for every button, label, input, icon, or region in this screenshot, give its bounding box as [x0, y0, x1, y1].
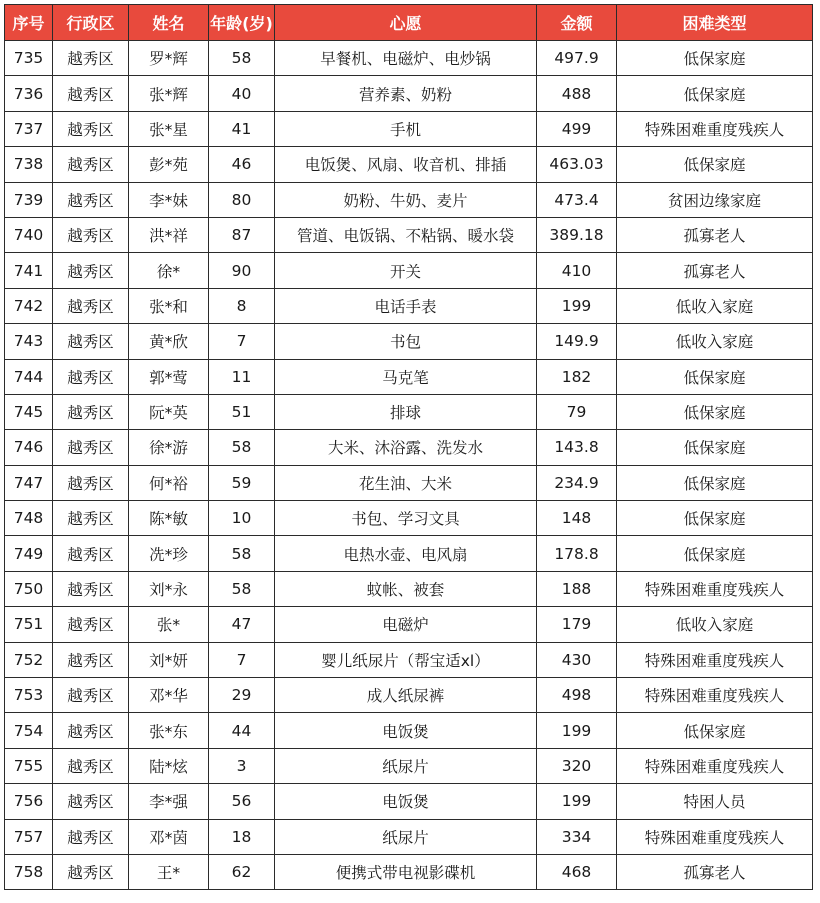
name-cell: 李*妹 — [129, 182, 209, 217]
hardship-type-cell: 低保家庭 — [617, 76, 813, 111]
table-row — [5, 748, 813, 783]
table-row — [5, 501, 813, 536]
age-cell: 90 — [209, 253, 275, 288]
age-cell: 3 — [209, 748, 275, 783]
amount-cell: 179 — [537, 607, 617, 642]
header-cell: 年龄(岁) — [209, 5, 275, 41]
name-cell: 陈*敏 — [129, 501, 209, 536]
amount-cell: 234.9 — [537, 465, 617, 500]
wish-cell: 婴儿纸尿片（帮宝适xl） — [275, 642, 537, 677]
table-row — [5, 359, 813, 394]
wish-cell: 奶粉、牛奶、麦片 — [275, 182, 537, 217]
wish-cell: 电饭煲 — [275, 784, 537, 819]
row-number-cell: 758 — [5, 854, 53, 889]
district-cell: 越秀区 — [53, 111, 129, 146]
age-cell: 58 — [209, 430, 275, 465]
hardship-type-cell: 低保家庭 — [617, 536, 813, 571]
row-number-cell: 757 — [5, 819, 53, 854]
age-cell: 11 — [209, 359, 275, 394]
name-cell: 何*裕 — [129, 465, 209, 500]
wish-cell: 营养素、奶粉 — [275, 76, 537, 111]
wish-cell: 花生油、大米 — [275, 465, 537, 500]
amount-cell: 473.4 — [537, 182, 617, 217]
table-row — [5, 182, 813, 217]
wish-cell: 开关 — [275, 253, 537, 288]
amount-cell: 79 — [537, 394, 617, 429]
wish-cell: 管道、电饭锅、不粘锅、暖水袋 — [275, 217, 537, 252]
age-cell: 58 — [209, 571, 275, 606]
header-cell: 困难类型 — [617, 5, 813, 41]
name-cell: 王* — [129, 854, 209, 889]
age-cell: 58 — [209, 536, 275, 571]
district-cell: 越秀区 — [53, 819, 129, 854]
row-number-cell: 737 — [5, 111, 53, 146]
table-row — [5, 607, 813, 642]
header-cell: 金额 — [537, 5, 617, 41]
table-row — [5, 288, 813, 323]
amount-cell: 199 — [537, 713, 617, 748]
name-cell: 张*和 — [129, 288, 209, 323]
name-cell: 刘*永 — [129, 571, 209, 606]
wish-cell: 成人纸尿裤 — [275, 678, 537, 713]
hardship-type-cell: 低收入家庭 — [617, 324, 813, 359]
name-cell: 阮*英 — [129, 394, 209, 429]
header-cell: 心愿 — [275, 5, 537, 41]
age-cell: 51 — [209, 394, 275, 429]
age-cell: 18 — [209, 819, 275, 854]
wish-cell: 便携式带电视影碟机 — [275, 854, 537, 889]
amount-cell: 334 — [537, 819, 617, 854]
district-cell: 越秀区 — [53, 501, 129, 536]
name-cell: 洪*祥 — [129, 217, 209, 252]
table-row — [5, 324, 813, 359]
age-cell: 47 — [209, 607, 275, 642]
hardship-type-cell: 特殊困难重度残疾人 — [617, 642, 813, 677]
age-cell: 56 — [209, 784, 275, 819]
amount-cell: 430 — [537, 642, 617, 677]
amount-cell: 148 — [537, 501, 617, 536]
district-cell: 越秀区 — [53, 713, 129, 748]
hardship-type-cell: 低保家庭 — [617, 430, 813, 465]
row-number-cell: 738 — [5, 147, 53, 182]
row-number-cell: 755 — [5, 748, 53, 783]
table-row — [5, 41, 813, 76]
district-cell: 越秀区 — [53, 607, 129, 642]
table-row — [5, 642, 813, 677]
amount-cell: 488 — [537, 76, 617, 111]
amount-cell: 149.9 — [537, 324, 617, 359]
table-row — [5, 430, 813, 465]
table-row — [5, 784, 813, 819]
amount-cell: 182 — [537, 359, 617, 394]
row-number-cell: 748 — [5, 501, 53, 536]
district-cell: 越秀区 — [53, 182, 129, 217]
district-cell: 越秀区 — [53, 359, 129, 394]
table-body — [5, 41, 813, 890]
header-cell: 姓名 — [129, 5, 209, 41]
wish-table — [4, 4, 813, 890]
name-cell: 徐* — [129, 253, 209, 288]
name-cell: 张*东 — [129, 713, 209, 748]
hardship-type-cell: 低保家庭 — [617, 41, 813, 76]
hardship-type-cell: 贫困边缘家庭 — [617, 182, 813, 217]
table-row — [5, 536, 813, 571]
age-cell: 7 — [209, 324, 275, 359]
district-cell: 越秀区 — [53, 678, 129, 713]
hardship-type-cell: 特殊困难重度残疾人 — [617, 571, 813, 606]
name-cell: 郭*莺 — [129, 359, 209, 394]
row-number-cell: 747 — [5, 465, 53, 500]
table-row — [5, 253, 813, 288]
wish-cell: 书包、学习文具 — [275, 501, 537, 536]
wish-cell: 电磁炉 — [275, 607, 537, 642]
district-cell: 越秀区 — [53, 571, 129, 606]
amount-cell: 188 — [537, 571, 617, 606]
amount-cell: 389.18 — [537, 217, 617, 252]
name-cell: 陆*炫 — [129, 748, 209, 783]
hardship-type-cell: 特殊困难重度残疾人 — [617, 819, 813, 854]
name-cell: 张*星 — [129, 111, 209, 146]
row-number-cell: 735 — [5, 41, 53, 76]
row-number-cell: 753 — [5, 678, 53, 713]
table-row — [5, 394, 813, 429]
age-cell: 44 — [209, 713, 275, 748]
row-number-cell: 741 — [5, 253, 53, 288]
name-cell: 黄*欣 — [129, 324, 209, 359]
wish-cell: 手机 — [275, 111, 537, 146]
district-cell: 越秀区 — [53, 642, 129, 677]
district-cell: 越秀区 — [53, 217, 129, 252]
hardship-type-cell: 特困人员 — [617, 784, 813, 819]
wish-cell: 电饭煲 — [275, 713, 537, 748]
header-cell: 序号 — [5, 5, 53, 41]
table-row — [5, 147, 813, 182]
row-number-cell: 754 — [5, 713, 53, 748]
row-number-cell: 745 — [5, 394, 53, 429]
amount-cell: 499 — [537, 111, 617, 146]
amount-cell: 320 — [537, 748, 617, 783]
row-number-cell: 756 — [5, 784, 53, 819]
table-row — [5, 76, 813, 111]
name-cell: 冼*珍 — [129, 536, 209, 571]
table-row — [5, 819, 813, 854]
district-cell: 越秀区 — [53, 784, 129, 819]
wish-cell: 大米、沐浴露、洗发水 — [275, 430, 537, 465]
hardship-type-cell: 低保家庭 — [617, 394, 813, 429]
amount-cell: 498 — [537, 678, 617, 713]
name-cell: 彭*苑 — [129, 147, 209, 182]
district-cell: 越秀区 — [53, 76, 129, 111]
amount-cell: 178.8 — [537, 536, 617, 571]
district-cell: 越秀区 — [53, 394, 129, 429]
hardship-type-cell: 特殊困难重度残疾人 — [617, 678, 813, 713]
row-number-cell: 744 — [5, 359, 53, 394]
wish-cell: 排球 — [275, 394, 537, 429]
name-cell: 邓*华 — [129, 678, 209, 713]
row-number-cell: 739 — [5, 182, 53, 217]
district-cell: 越秀区 — [53, 465, 129, 500]
amount-cell: 497.9 — [537, 41, 617, 76]
table-row — [5, 217, 813, 252]
name-cell: 刘*妍 — [129, 642, 209, 677]
table-row — [5, 465, 813, 500]
age-cell: 59 — [209, 465, 275, 500]
row-number-cell: 752 — [5, 642, 53, 677]
row-number-cell: 746 — [5, 430, 53, 465]
district-cell: 越秀区 — [53, 41, 129, 76]
wish-cell: 纸尿片 — [275, 819, 537, 854]
table-header-row — [5, 5, 813, 41]
name-cell: 张* — [129, 607, 209, 642]
hardship-type-cell: 特殊困难重度残疾人 — [617, 748, 813, 783]
table-row — [5, 571, 813, 606]
amount-cell: 468 — [537, 854, 617, 889]
hardship-type-cell: 低收入家庭 — [617, 288, 813, 323]
age-cell: 7 — [209, 642, 275, 677]
district-cell: 越秀区 — [53, 748, 129, 783]
age-cell: 41 — [209, 111, 275, 146]
name-cell: 张*辉 — [129, 76, 209, 111]
hardship-type-cell: 低保家庭 — [617, 501, 813, 536]
table-row — [5, 678, 813, 713]
hardship-type-cell: 孤寡老人 — [617, 217, 813, 252]
district-cell: 越秀区 — [53, 253, 129, 288]
hardship-type-cell: 低保家庭 — [617, 465, 813, 500]
row-number-cell: 740 — [5, 217, 53, 252]
district-cell: 越秀区 — [53, 324, 129, 359]
header-cell: 行政区 — [53, 5, 129, 41]
age-cell: 8 — [209, 288, 275, 323]
age-cell: 10 — [209, 501, 275, 536]
name-cell: 徐*游 — [129, 430, 209, 465]
district-cell: 越秀区 — [53, 536, 129, 571]
wish-cell: 电话手表 — [275, 288, 537, 323]
table-row — [5, 713, 813, 748]
row-number-cell: 750 — [5, 571, 53, 606]
wish-cell: 马克笔 — [275, 359, 537, 394]
wish-cell: 电热水壶、电风扇 — [275, 536, 537, 571]
amount-cell: 463.03 — [537, 147, 617, 182]
hardship-type-cell: 低保家庭 — [617, 147, 813, 182]
wish-cell: 早餐机、电磁炉、电炒锅 — [275, 41, 537, 76]
amount-cell: 199 — [537, 288, 617, 323]
row-number-cell: 742 — [5, 288, 53, 323]
name-cell: 罗*辉 — [129, 41, 209, 76]
name-cell: 邓*茵 — [129, 819, 209, 854]
hardship-type-cell: 低保家庭 — [617, 359, 813, 394]
wish-cell: 电饭煲、风扇、收音机、排插 — [275, 147, 537, 182]
amount-cell: 199 — [537, 784, 617, 819]
age-cell: 58 — [209, 41, 275, 76]
district-cell: 越秀区 — [53, 430, 129, 465]
district-cell: 越秀区 — [53, 854, 129, 889]
row-number-cell: 749 — [5, 536, 53, 571]
age-cell: 62 — [209, 854, 275, 889]
hardship-type-cell: 孤寡老人 — [617, 854, 813, 889]
name-cell: 李*强 — [129, 784, 209, 819]
amount-cell: 143.8 — [537, 430, 617, 465]
row-number-cell: 751 — [5, 607, 53, 642]
hardship-type-cell: 低收入家庭 — [617, 607, 813, 642]
amount-cell: 410 — [537, 253, 617, 288]
hardship-type-cell: 低保家庭 — [617, 713, 813, 748]
age-cell: 40 — [209, 76, 275, 111]
row-number-cell: 736 — [5, 76, 53, 111]
wish-cell: 书包 — [275, 324, 537, 359]
row-number-cell: 743 — [5, 324, 53, 359]
wish-cell: 蚊帐、被套 — [275, 571, 537, 606]
hardship-type-cell: 特殊困难重度残疾人 — [617, 111, 813, 146]
age-cell: 87 — [209, 217, 275, 252]
age-cell: 29 — [209, 678, 275, 713]
wish-cell: 纸尿片 — [275, 748, 537, 783]
age-cell: 80 — [209, 182, 275, 217]
table-row — [5, 111, 813, 146]
district-cell: 越秀区 — [53, 147, 129, 182]
district-cell: 越秀区 — [53, 288, 129, 323]
age-cell: 46 — [209, 147, 275, 182]
table-row — [5, 854, 813, 889]
hardship-type-cell: 孤寡老人 — [617, 253, 813, 288]
